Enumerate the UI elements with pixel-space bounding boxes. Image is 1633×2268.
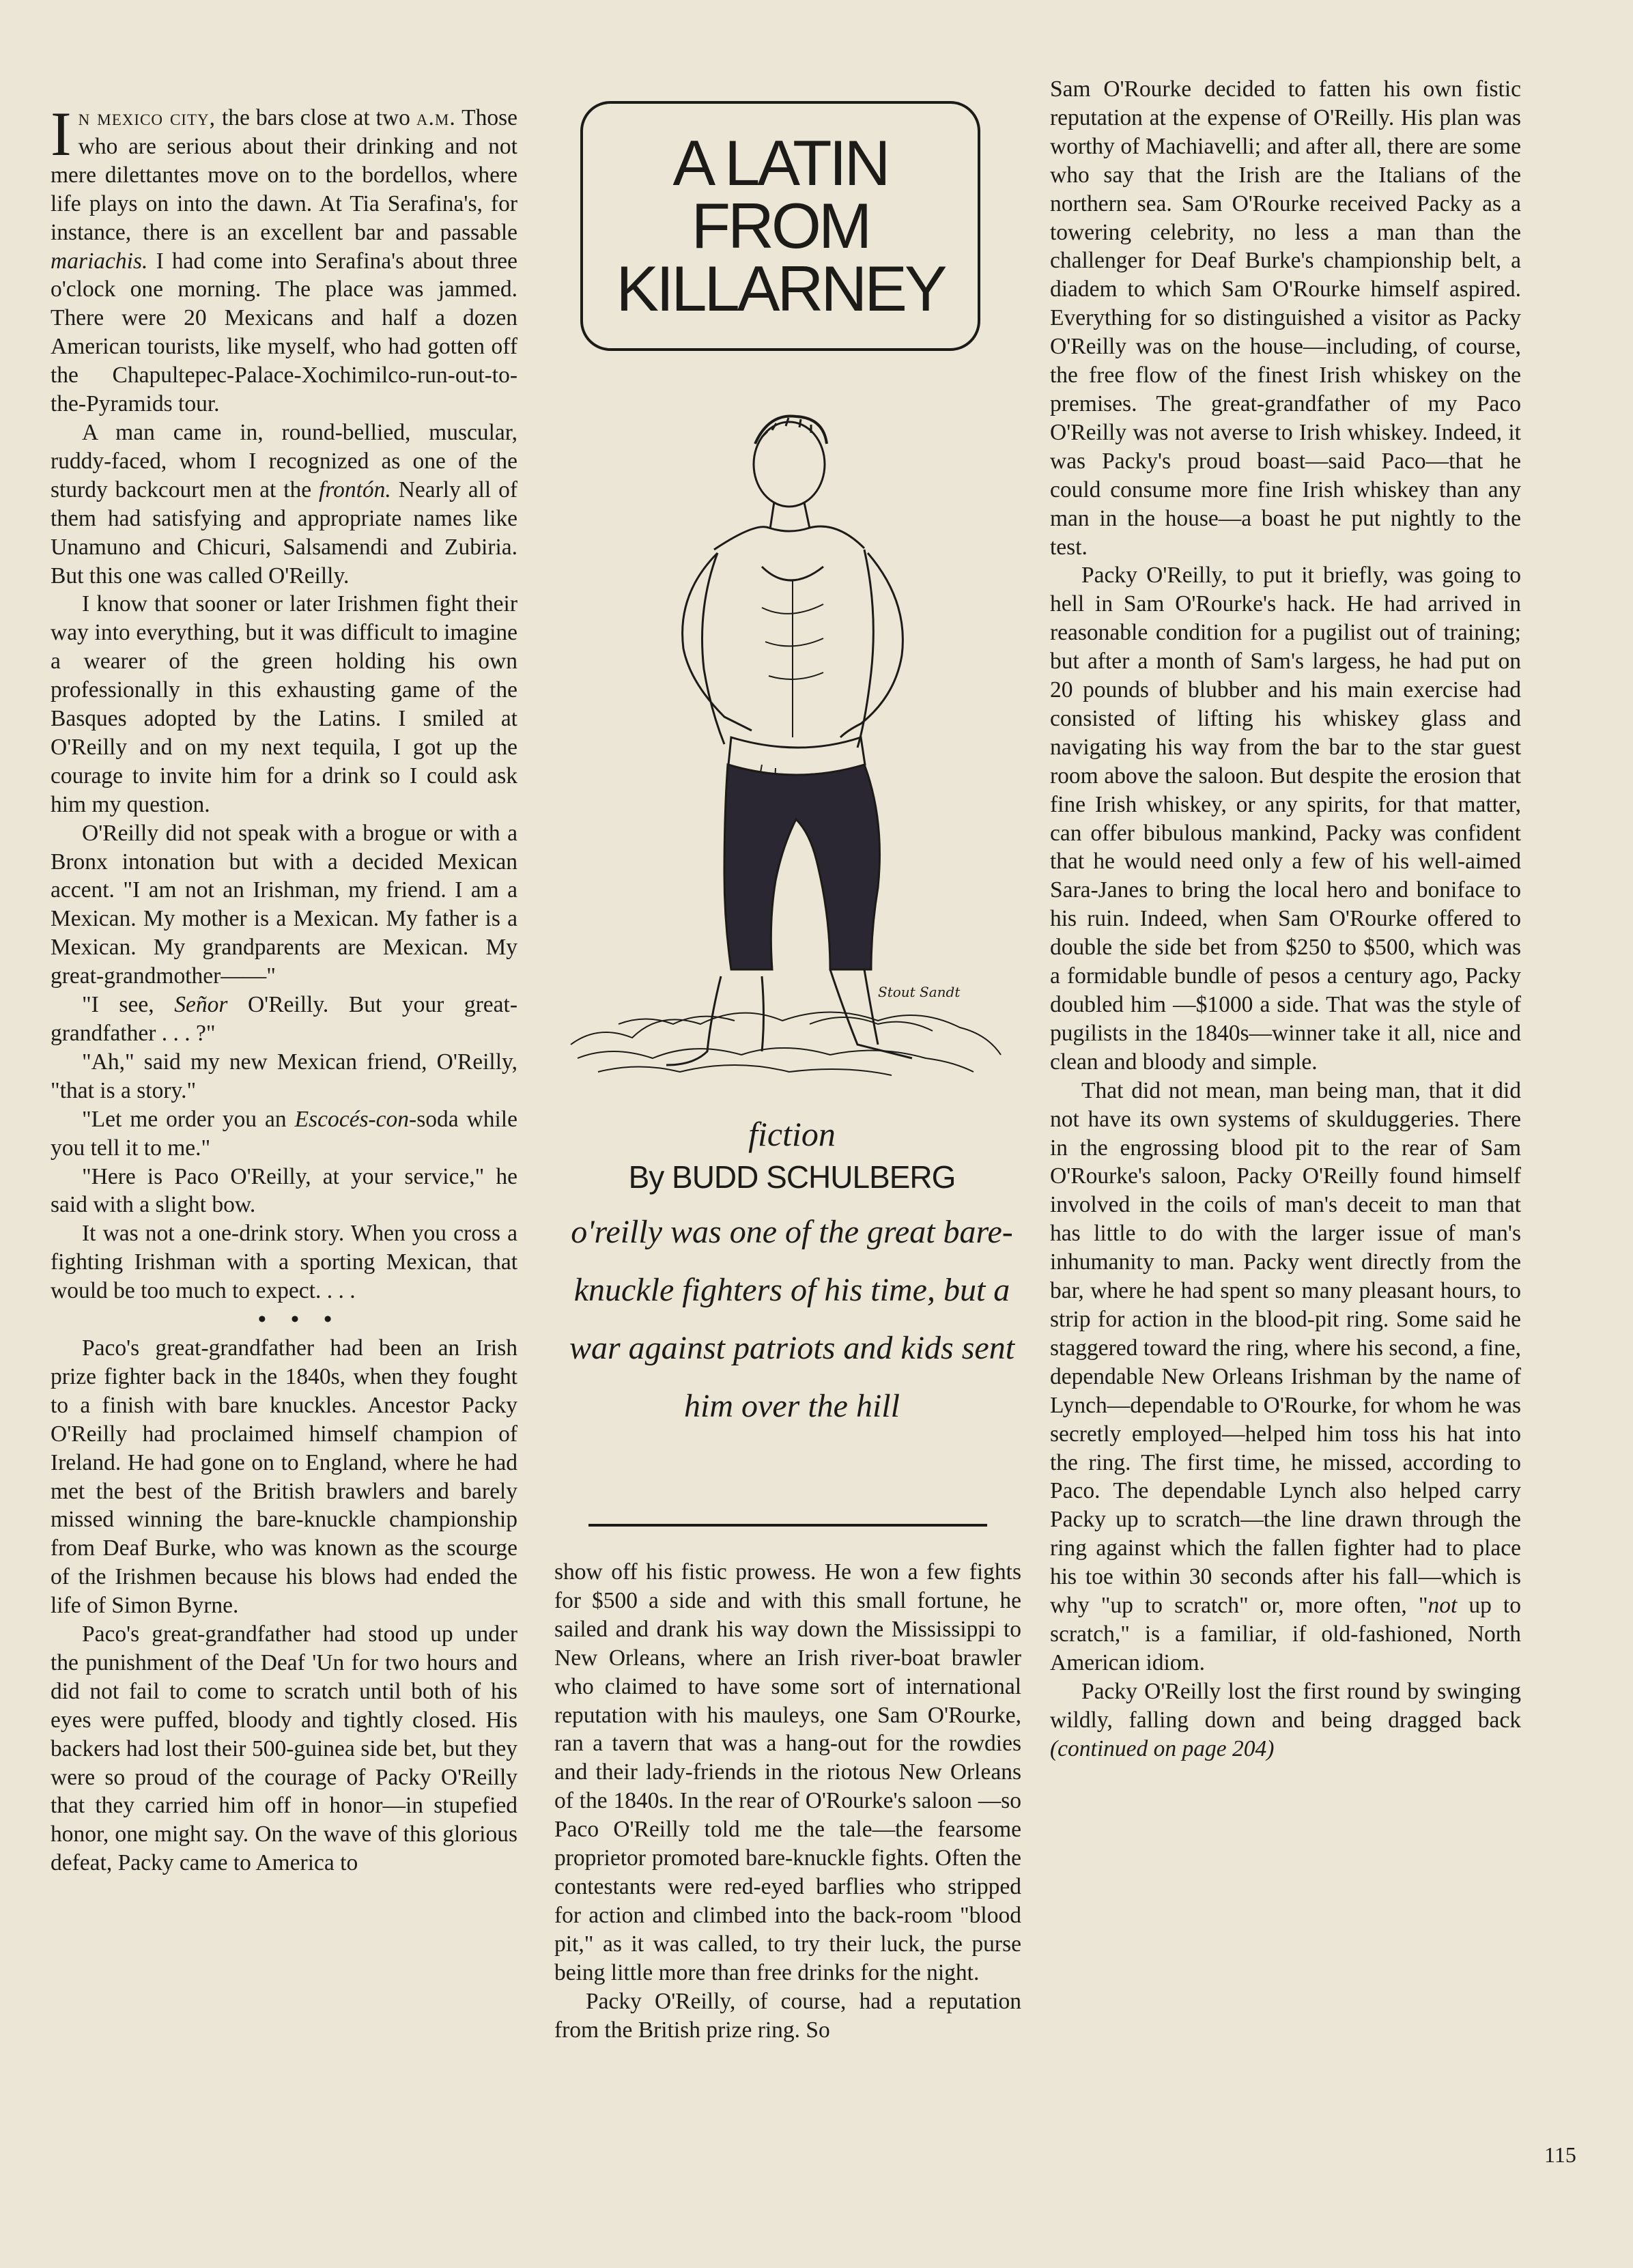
- deck-rule: [588, 1524, 987, 1527]
- text-run: a.m.: [416, 105, 456, 130]
- drop-cap: I: [51, 99, 72, 169]
- text-run: I had come into Serafina's about three o'clock one morning. The place was jammed. There were 20 Mexicans and half a dozen American tourists, like myself, who had gotten off the Chapultepec-Palace-Xochimilco-run-out-to-the-Pyramids tour.: [51, 248, 517, 417]
- text-run: That did not mean, man being man, that it did not have its own systems of skulduggeries. There in the engrossing blood pit to the rear of Sam O'Rourke's saloon, Packy O'Reilly found himself involved in the coils of man's deceit to man that has little to do with the larger issue of man's inhumanity to man. Packy went directly from the bar, where he had spent so many pleasant hours, to strip for action in the blood-pit ring. Some said he staggered toward the ring, where his second, a fine, dependable New Orleans Irishman by the name of Lynch—dependable to O'Rourke, for whom he was secretly employed—helped him toss his hat into the ring. The first time, he missed, according to Paco. The dependable Lynch also helped carry Packy up to scratch—the line drawn through the ring against which the fallen fighter had to place his toe within 30 seconds after his fall—which is why "up to scratch" or, more often, ": [1050, 1077, 1521, 1619]
- paragraph: "Ah," said my new Mexican friend, O'Reilly, "that is a story.": [51, 1049, 517, 1103]
- text-run: mariachis.: [51, 248, 148, 274]
- paragraph: Paco's great-grandfather had stood up under the punishment of the Deaf 'Un for two hours and did not fail to come to scratch until both of his eyes were puffed, bloody and tightly closed. His backers had lost their 500-guinea side bet, but they were so proud of the courage of Packy O'Reilly that they carried him off in honor—in stupefied honor, one might say. On the wave of this glorious defeat, Packy came to America to: [51, 1621, 517, 1876]
- article-deck: [560, 1113, 1024, 1435]
- section-label: fiction: [748, 1115, 836, 1153]
- text-run: Packy O'Reilly lost the first round by swinging wildly, falling down and being dragged back: [1050, 1678, 1521, 1733]
- title-box: [580, 101, 980, 351]
- text-run: soda while you tell it to me.": [51, 1106, 517, 1161]
- deck-blurb: o'reilly was one of the great bare-knuckle fighters of his time, but a war against patriots and kids sent him over the hill: [569, 1214, 1015, 1424]
- section-separator: • • •: [258, 1307, 341, 1333]
- paragraph: Packy O'Reilly, of course, had a reputation from the British prize ring. So: [554, 1988, 1021, 2043]
- ground-scribble: [571, 1012, 1001, 1076]
- page-number: 115: [1544, 2142, 1576, 2167]
- paragraph: It was not a one-drink story. When you cross a fighting Irishman with a sporting Mexican, that would be too much to expect. . . .: [51, 1221, 517, 1304]
- paragraph: I know that sooner or later Irishmen fight their way into everything, but it was difficult to imagine a wearer of the green holding his own professionally in this exhausting game of the Basques adopted by the Latins. I smiled at O'Reilly and on my next tequila, I got up the courage to invite him for a drink so I could ask him my question.: [51, 591, 517, 817]
- text-run: Those who are serious about their drinking and not mere dilettantes move on to the bordellos, where life plays on into the dawn. At Tia Serafina's, for instance, there is an excellent bar and passable: [51, 105, 517, 245]
- text-run: up to scratch," is a familiar, if old-fashioned, North American idiom.: [1050, 1593, 1521, 1675]
- text-run: Escocés-con-: [294, 1106, 417, 1132]
- paragraph: [51, 419, 517, 590]
- paragraph: [51, 1105, 517, 1163]
- text-run: A man came in, round-bellied, muscular, ruddy-faced, whom I recognized as one of the sturdy backcourt men at the: [51, 419, 517, 502]
- byline: By BUDD SCHULBERG: [628, 1159, 956, 1195]
- text-run: O'Reilly. But your great-grandfather . . . ?": [51, 992, 518, 1046]
- article-column-1: [51, 99, 518, 1877]
- text-run: Señor: [174, 992, 228, 1018]
- paragraph: O'Reilly did not speak with a brogue or with a Bronx intonation but with a decided Mexican accent. "I am not an Irishman, my friend. I am a Mexican. My mother is a Mexican. My father is a Mexican. My grandparents are Mexican. My great-grandmother——": [51, 820, 517, 989]
- article-column-2: [554, 1558, 1021, 2044]
- paragraph: [51, 99, 517, 419]
- article-title: A LATIN FROM KILLARNEY: [616, 127, 945, 324]
- tights: [724, 765, 880, 969]
- continued-note: (continued on page 204): [1050, 1735, 1275, 1761]
- text-run: Nearly all of them had satisfying and appropriate names like Unamuno and Chicuri, Salsamendi and Zubiria. But this one was called O'Reilly.: [51, 477, 517, 589]
- article-column-3: [1050, 75, 1521, 1763]
- paragraph: "Here is Paco O'Reilly, at your service," he said with a slight bow.: [51, 1163, 517, 1218]
- paragraph: [51, 991, 517, 1048]
- lead-in-smallcaps: n mexico city,: [78, 105, 216, 130]
- text-run: "Let me order you an: [82, 1106, 295, 1132]
- text-run: frontón.: [319, 477, 391, 502]
- paragraph: show off his fistic prowess. He won a few fights for $500 a side and with this small fortune, he sailed and drank his way down the Mississippi to New Orleans, where an Irish river-boat brawler who claimed to have some sort of international reputation with his mauleys, one Sam O'Rourke, ran a tavern that was a hang-out for the rowdies and their lady-friends in the riotous New Orleans of the 1840s. In the rear of O'Rourke's saloon —so Paco O'Reilly told me the tale—the fearsome proprietor promoted bare-knuckle fights. Often the contestants were red-eyed barflies who stripped for action and climbed into the back-room "blood pit," as it was called, to try their luck, the purse being little more than free drinks for the night.: [554, 1559, 1021, 1985]
- artist-signature: Stout Sandt: [878, 984, 961, 1000]
- paragraph: [1050, 1077, 1521, 1677]
- text-run: not: [1428, 1593, 1458, 1619]
- text-run: the bars close at two: [215, 105, 416, 130]
- fighter-illustration: [557, 410, 1035, 1092]
- paragraph: Packy O'Reilly, to put it briefly, was going to hell in Sam O'Rourke's hack. He had arrived in reasonable condition for a pugilist out of training; but after a month of Sam's largess, he had put on 20 pounds of blubber and his main exercise had consisted of lifting his whiskey glass and navigating his way from the bar to the star guest room above the saloon. But despite the erosion that fine Irish whiskey, or any spirits, for that matter, can offer bibulous mankind, Packy was confident that he would need only a few of his well-aimed Sara-Janes to bring the local hero and boniface to his ruin. Indeed, when Sam O'Rourke offered to double the side bet from $250 to $500, which was a formidable bundle of pesos a century ago, Packy doubled him —$1000 a side. That was the style of pugilists in the 1840s—winner take it all, nice and clean and bloody and simple.: [1050, 563, 1521, 1075]
- text-run: "I see,: [82, 992, 175, 1018]
- paragraph: Sam O'Rourke decided to fatten his own fistic reputation at the expense of O'Reilly. His plan was worthy of Machiavelli; and after all, there are some who say that the Irish are the Italians of the northern sea. Sam O'Rourke received Packy as a towering celebrity, no less a man than the challenger for Deaf Burke's championship belt, a diadem to which Sam O'Rourke himself aspired. Everything for so distinguished a visitor as Packy O'Reilly was on the house—including, of course, the free flow of the finest Irish whiskey on the premises. The great-grandfather of my Paco O'Reilly was not averse to Irish whiskey. Indeed, it was Packy's proud boast—said Paco—that he could consume more fine Irish whiskey than any man in the house—a boast he put nightly to the test.: [1050, 76, 1521, 560]
- paragraph: Paco's great-grandfather had been an Irish prize fighter back in the 1840s, when they fought to a finish with bare knuckles. Ancestor Packy O'Reilly had proclaimed himself champion of Ireland. He had gone on to England, where he had met the best of the British brawlers and barely missed winning the bare-knuckle championship from Deaf Burke, who was known as the scourge of the Irishmen because his blows had ended the life of Simon Byrne.: [51, 1335, 517, 1619]
- paragraph: [1050, 1677, 1521, 1763]
